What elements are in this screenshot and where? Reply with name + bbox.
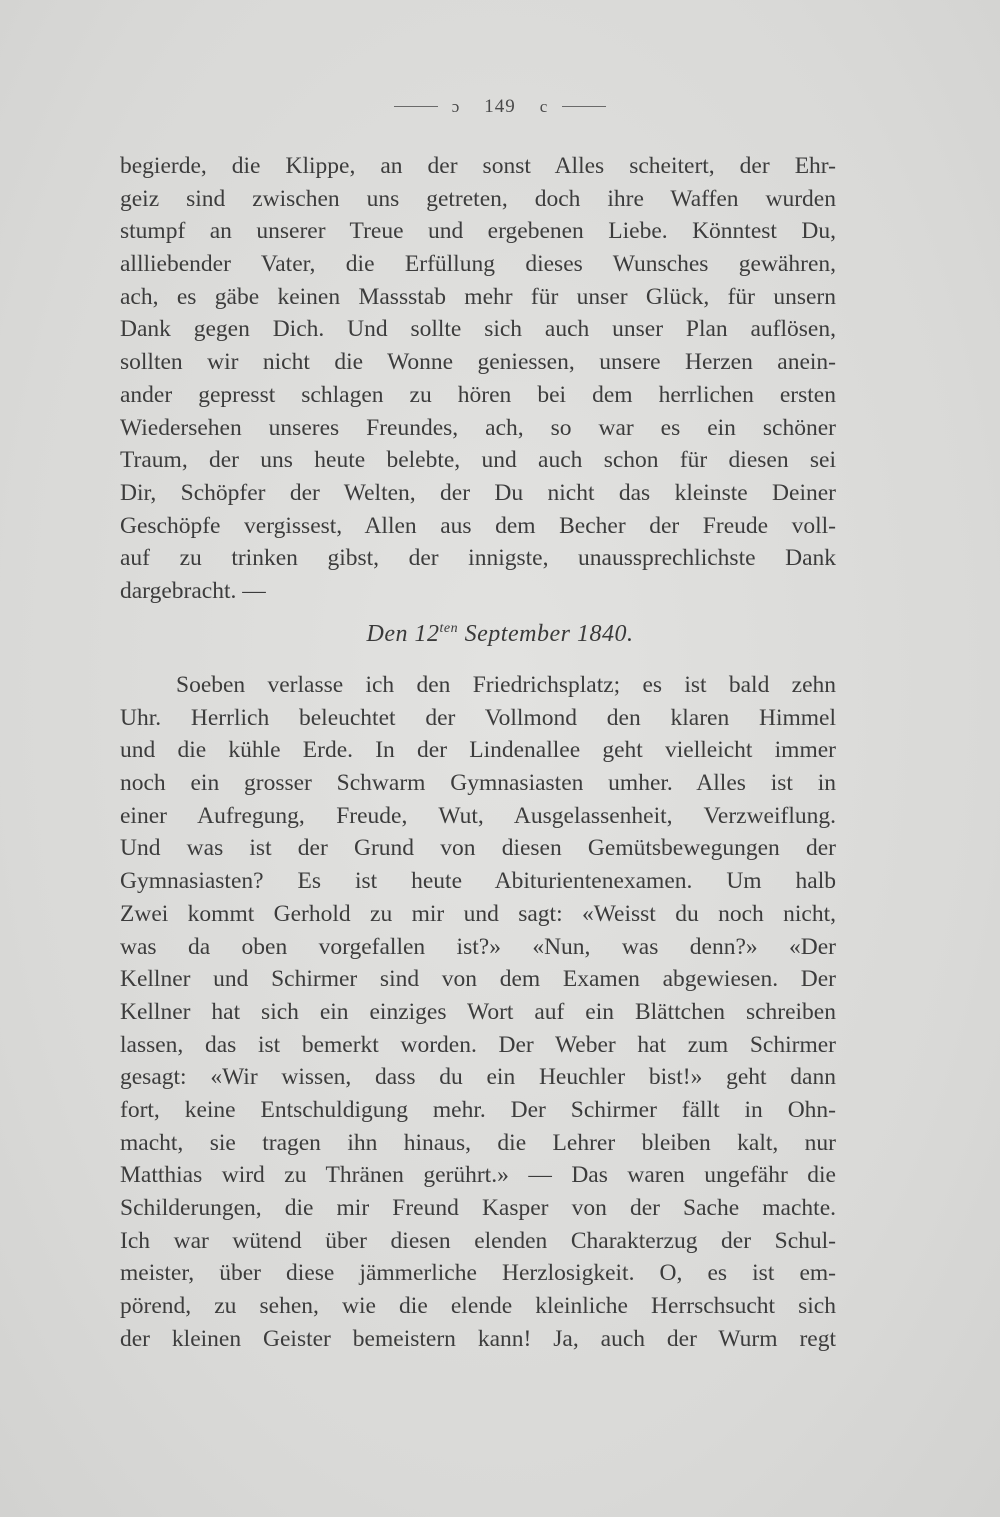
text-line: lassen, das ist bemerkt worden. Der Weber hat zum Schirmer — [120, 1031, 836, 1058]
page-header — [0, 96, 1000, 118]
text-line: stumpf an unserer Treue und ergebenen Liebe. Könntest Du, — [120, 218, 836, 245]
text-line: allliebender Vater, die Erfüllung dieses Wunsches gewähren, — [120, 251, 836, 278]
header-rule-left — [394, 106, 438, 107]
text-line: Traum, der uns heute belebte, und auch schon für diesen sei — [120, 447, 836, 474]
text-line: Und was ist der Grund von diesen Gemütsbewegungen der — [120, 835, 836, 862]
text-line: Wiedersehen unseres Freundes, ach, so war es ein schöner — [120, 414, 836, 441]
text-line: auf zu trinken gibst, der innigste, unaussprechlichste Dank — [120, 545, 836, 572]
text-line: pörend, zu sehen, wie die elende kleinliche Herrschsucht sich — [120, 1293, 836, 1320]
text-line: einer Aufregung, Freude, Wut, Ausgelassenheit, Verzweiflung. — [120, 802, 836, 829]
text-line: Gymnasiasten? Es ist heute Abiturientenexamen. Um halb — [120, 868, 836, 895]
header-rule-right — [562, 106, 606, 107]
text-line: Schilderungen, die mir Freund Kasper von der Sache machte. — [120, 1195, 836, 1221]
text-line: Soeben verlasse ich den Friedrichsplatz; es ist bald zehn — [176, 672, 836, 698]
text-line: Dir, Schöpfer der Welten, der Du nicht das kleinste Deiner — [120, 479, 836, 506]
text-line: gesagt: «Wir wissen, dass du ein Heuchler bist!» geht dann — [120, 1064, 836, 1091]
text-line: und die kühle Erde. In der Lindenallee geht vielleicht immer — [120, 737, 836, 764]
text-line: Geschöpfe vergissest, Allen aus dem Becher der Freude voll- — [120, 512, 836, 539]
text-line: meister, über diese jämmerliche Herzlosigkeit. O, es ist em- — [120, 1260, 836, 1287]
text-line: geiz sind zwischen uns getreten, doch ihre Waffen wurden — [120, 185, 836, 212]
text-line: der kleinen Geister bemeistern kann! Ja, auch der Wurm regt — [120, 1325, 836, 1352]
diary-date-heading — [0, 621, 1000, 648]
text-line: Ich war wütend über diesen elenden Charakterzug der Schul- — [120, 1227, 836, 1254]
text-line: Matthias wird zu Thränen gerührt.» — Das waren ungefähr die — [120, 1162, 836, 1189]
text-line: macht, sie tragen ihn hinaus, die Lehrer bleiben kalt, nur — [120, 1129, 836, 1156]
date-superscript: ten — [439, 621, 459, 636]
header-ornament-right: c — [539, 97, 549, 116]
header-ornament-left: ɔ — [451, 97, 461, 116]
text-line: Kellner hat sich ein einziges Wort auf ein Blättchen schreiben — [120, 998, 836, 1025]
text-line: dargebracht. — — [120, 577, 266, 604]
text-line: Uhr. Herrlich beleuchtet der Vollmond den klaren Himmel — [120, 704, 836, 731]
text-line: sollten wir nicht die Wonne geniessen, unsere Herzen anein- — [120, 349, 836, 376]
text-line: Zwei kommt Gerhold zu mir und sagt: «Weisst du noch nicht, — [120, 900, 836, 927]
text-line: begierde, die Klippe, an der sonst Alles scheitert, der Ehr- — [120, 153, 836, 179]
text-line: Dank gegen Dich. Und sollte sich auch unser Plan auflösen, — [120, 316, 836, 343]
paragraph-continued — [120, 150, 836, 608]
text-line: was da oben vorgefallen ist?» «Nun, was denn?» «Der — [120, 933, 836, 960]
text-line: Kellner und Schirmer sind von dem Examen abgewiesen. Der — [120, 966, 836, 993]
text-line: ach, es gäbe keinen Massstab mehr für unser Glück, für unsern — [120, 283, 836, 310]
text-line: ander gepresst schlagen zu hören bei dem herrlichen ersten — [120, 381, 836, 408]
text-line: noch ein grosser Schwarm Gymnasiasten umher. Alles ist in — [120, 770, 836, 797]
page-number: 149 — [484, 96, 516, 117]
text-line: fort, keine Entschuldigung mehr. Der Schirmer fällt in Ohn- — [120, 1096, 836, 1123]
date-suffix: September 1840. — [458, 621, 634, 647]
diary-entry-paragraph — [120, 669, 836, 1355]
date-prefix: Den 12 — [366, 621, 440, 647]
